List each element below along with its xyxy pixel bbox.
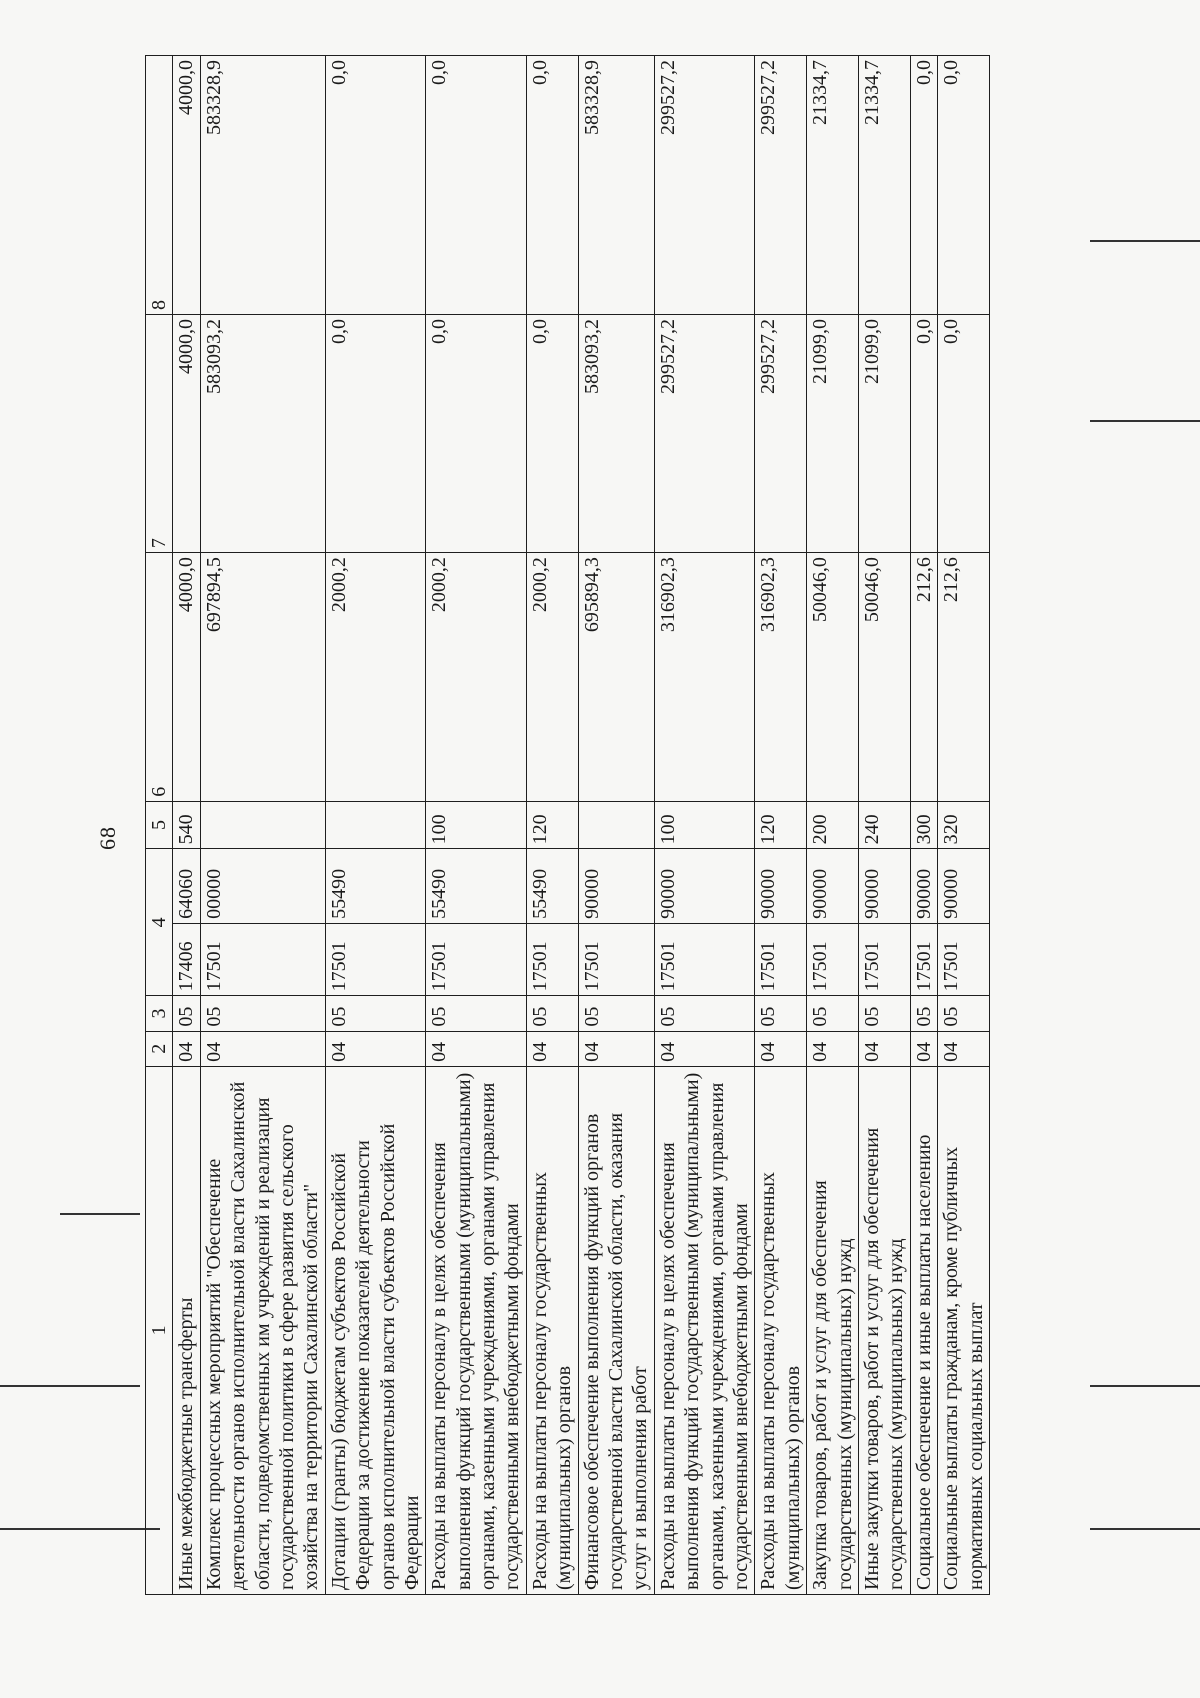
program-code-cell: 17501 [526,923,578,995]
row-name-cell: Закупка товаров, работ и услуг для обеспечения государственных (муниципальных) нужд [807,1066,859,1594]
table-row [858,56,910,1595]
table-row [910,56,937,1595]
direction-code-cell: 55490 [325,849,426,924]
amount-year2-cell: 0,0 [910,314,937,552]
table-row [755,56,807,1595]
amount-year2-cell: 0,0 [526,314,578,552]
table-row [426,56,527,1595]
section-code-cell: 04 [526,1031,578,1066]
table-row [200,56,325,1595]
section-code-cell: 04 [654,1031,755,1066]
amount-year1-cell: 50046,0 [807,553,859,802]
expense-type-cell: 200 [807,801,859,849]
amount-year2-cell: 0,0 [426,314,527,552]
subsection-code-cell: 05 [807,996,859,1031]
program-code-cell: 17501 [807,923,859,995]
table-row [807,56,859,1595]
subsection-code-cell: 05 [200,996,325,1031]
amount-year1-cell: 50046,0 [858,553,910,802]
subsection-code-cell: 05 [426,996,527,1031]
row-name-cell: Иные закупки товаров, работ и услуг для обеспечения государственных (муниципальных) нужд [858,1066,910,1594]
amount-year1-cell: 697894,5 [200,553,325,802]
amount-year3-cell: 0,0 [910,56,937,315]
subsection-code-cell: 05 [578,996,654,1031]
expense-type-cell: 240 [858,801,910,849]
amount-year2-cell: 0,0 [325,314,426,552]
section-code-cell: 04 [173,1031,200,1066]
direction-code-cell: 90000 [654,849,755,924]
expense-type-cell [200,801,325,849]
program-code-cell: 17501 [200,923,325,995]
amount-year3-cell: 583328,9 [200,56,325,315]
program-code-cell: 17501 [426,923,527,995]
header-cell: 8 [146,56,173,315]
header-cell: 1 [146,1066,173,1594]
section-code-cell: 04 [755,1031,807,1066]
direction-code-cell: 90000 [858,849,910,924]
row-name-cell: Финансовое обеспечение выполнения функций органов государственной власти Сахалинской области, оказания услуг и выполнения работ [578,1066,654,1594]
row-name-cell: Дотации (гранты) бюджетам субъектов Российской Федерации за достижение показателей деятельности органов исполнительной власти субъектов Российской Федерации [325,1066,426,1594]
table-row [325,56,426,1595]
amount-year3-cell: 21334,7 [807,56,859,315]
amount-year1-cell: 212,6 [938,553,990,802]
amount-year3-cell: 583328,9 [578,56,654,315]
subsection-code-cell: 05 [325,996,426,1031]
direction-code-cell: 90000 [938,849,990,924]
expense-type-cell: 100 [654,801,755,849]
expense-type-cell: 540 [173,801,200,849]
program-code-cell: 17501 [578,923,654,995]
subsection-code-cell: 05 [173,996,200,1031]
expense-type-cell: 320 [938,801,990,849]
direction-code-cell: 90000 [755,849,807,924]
table-row [654,56,755,1595]
program-code-cell: 17501 [325,923,426,995]
amount-year3-cell: 0,0 [325,56,426,315]
section-code-cell: 04 [938,1031,990,1066]
scan-artifact-line [60,1213,140,1215]
table-row [173,56,200,1595]
program-code-cell: 17501 [755,923,807,995]
amount-year1-cell: 316902,3 [755,553,807,802]
header-cell: 7 [146,314,173,552]
amount-year3-cell: 0,0 [938,56,990,315]
amount-year1-cell: 2000,2 [426,553,527,802]
amount-year1-cell: 212,6 [910,553,937,802]
subsection-code-cell: 05 [654,996,755,1031]
amount-year1-cell: 2000,2 [526,553,578,802]
expense-type-cell: 120 [526,801,578,849]
row-name-cell: Социальное обеспечение и иные выплаты населению [910,1066,937,1594]
section-code-cell: 04 [858,1031,910,1066]
table-row [526,56,578,1595]
amount-year1-cell: 695894,3 [578,553,654,802]
header-cell: 2 [146,1031,173,1066]
row-name-cell: Расходы на выплаты персоналу в целях обеспечения выполнения функций государственными (муниципальными) органами, казенными учреждениями, органами управления государственными внебюджетными фондами [426,1066,527,1594]
amount-year2-cell: 4000,0 [173,314,200,552]
amount-year3-cell: 299527,2 [755,56,807,315]
section-code-cell: 04 [426,1031,527,1066]
amount-year1-cell: 316902,3 [654,553,755,802]
table-row [938,56,990,1595]
scan-artifact-line [0,1528,160,1530]
amount-year3-cell: 21334,7 [858,56,910,315]
amount-year3-cell: 0,0 [426,56,527,315]
program-code-cell: 17406 [173,923,200,995]
section-code-cell: 04 [807,1031,859,1066]
row-name-cell: Социальные выплаты гражданам, кроме публичных нормативных социальных выплат [938,1066,990,1594]
amount-year1-cell: 2000,2 [325,553,426,802]
direction-code-cell: 55490 [526,849,578,924]
table-header-row [146,56,173,1595]
header-cell: 6 [146,553,173,802]
section-code-cell: 04 [578,1031,654,1066]
direction-code-cell: 90000 [578,849,654,924]
amount-year2-cell: 299527,2 [654,314,755,552]
section-code-cell: 04 [325,1031,426,1066]
amount-year3-cell: 299527,2 [654,56,755,315]
row-name-cell: Иные межбюджетные трансферты [173,1066,200,1594]
expense-type-cell: 120 [755,801,807,849]
rotated-table-container [145,55,1145,1595]
program-code-cell: 17501 [654,923,755,995]
expense-type-cell [325,801,426,849]
amount-year2-cell: 21099,0 [858,314,910,552]
program-code-cell: 17501 [910,923,937,995]
amount-year2-cell: 583093,2 [200,314,325,552]
expense-type-cell: 100 [426,801,527,849]
subsection-code-cell: 05 [910,996,937,1031]
expense-type-cell: 300 [910,801,937,849]
program-code-cell: 17501 [938,923,990,995]
row-name-cell: Расходы на выплаты персоналу государственных (муниципальных) органов [526,1066,578,1594]
table-row [578,56,654,1595]
section-code-cell: 04 [910,1031,937,1066]
amount-year1-cell: 4000,0 [173,553,200,802]
amount-year2-cell: 21099,0 [807,314,859,552]
row-name-cell: Расходы на выплаты персоналу государственных (муниципальных) органов [755,1066,807,1594]
subsection-code-cell: 05 [858,996,910,1031]
direction-code-cell: 90000 [910,849,937,924]
program-code-cell: 17501 [858,923,910,995]
section-code-cell: 04 [200,1031,325,1066]
amount-year3-cell: 0,0 [526,56,578,315]
page-number: 68 [95,826,120,850]
header-cell: 4 [146,849,173,996]
header-cell: 3 [146,996,173,1031]
direction-code-cell: 64060 [173,849,200,924]
row-name-cell: Расходы на выплаты персоналу в целях обеспечения выполнения функций государственными (муниципальными) органами, казенными учреждениями, органами управления государственными внебюджетными фондами [654,1066,755,1594]
amount-year2-cell: 583093,2 [578,314,654,552]
budget-table [145,55,990,1595]
subsection-code-cell: 05 [938,996,990,1031]
direction-code-cell: 00000 [200,849,325,924]
scan-artifact-line [0,1385,140,1387]
amount-year2-cell: 299527,2 [755,314,807,552]
expense-type-cell [578,801,654,849]
amount-year2-cell: 0,0 [938,314,990,552]
row-name-cell: Комплекс процессных мероприятий "Обеспечение деятельности органов исполнительной власти Сахалинской области, подведомственных им учреждений и реализация государственной политики в сфере развития сельского хозяйства на территории Сахалинской области" [200,1066,325,1594]
subsection-code-cell: 05 [526,996,578,1031]
header-cell: 5 [146,801,173,849]
direction-code-cell: 55490 [426,849,527,924]
amount-year3-cell: 4000,0 [173,56,200,315]
subsection-code-cell: 05 [755,996,807,1031]
direction-code-cell: 90000 [807,849,859,924]
